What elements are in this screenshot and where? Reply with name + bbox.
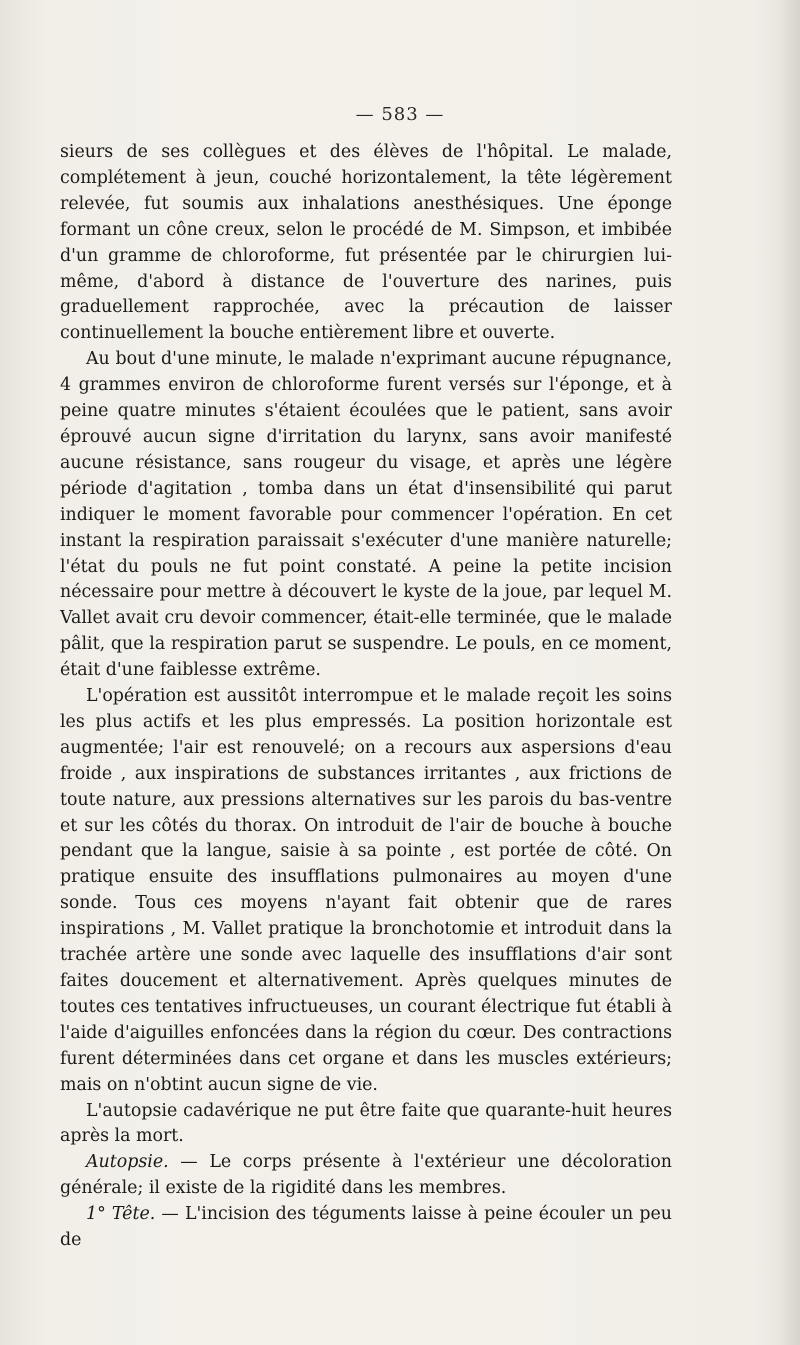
paragraph-text: L'opération est aussitôt interrompue et le malade reçoit les soins les plus actifs et les plus empressés. La position horizontale est augmentée; l'air est renouvelé; on a recours aux aspersions d'eau froide , aux inspirations de substances irritantes , aux frictions de toute nature, aux pressions alternatives sur les parois du bas-ventre et sur les côtés du thorax. On introduit de l'air de bouche à bouche pendant que la langue, saisie à sa pointe , est portée de côté. On pratique ensuite des insufflations pulmonaires au moyen d'une sonde. Tous ces moyens n'ayant fait obtenir que de rares inspirations , M. Vallet pratique la bronchotomie et introduit dans la trachée artère une sonde avec laquelle des insufflations d'air sont faites doucement et alternativement. Après quelques minutes de toutes ces tentatives infructueuses, un courant électrique fut établi à l'aide d'aiguilles enfoncées dans la région du cœur. Des contractions furent déterminées dans cet organe et dans les muscles extérieurs; mais on n'obtint aucun signe de vie. (60, 686, 672, 1095)
body-text (60, 140, 672, 1254)
page-number: — 583 — (355, 104, 445, 125)
paragraph-text: L'autopsie cadavérique ne put être faite que quarante-huit heures après la mort. (60, 1100, 672, 1147)
paragraph-text: — Le corps présente à l'extérieur une décoloration générale; il existe de la rigidité dans les membres. (60, 1152, 672, 1199)
paragraph-head (60, 1202, 672, 1254)
section-lead-tete: 1° Tête. (86, 1204, 156, 1225)
paragraph-chloroform (60, 347, 672, 684)
paragraph-resuscitation (60, 684, 672, 1099)
paragraph-autopsy (60, 1150, 672, 1202)
paragraph-continuation (60, 140, 672, 347)
paragraph-text: sieurs de ses collègues et des élèves de l'hôpital. Le malade, complétement à jeun, couché horizontalement, la tête légèrement relevée, fut soumis aux inhalations anesthésiques. Une éponge formant un cône creux, selon le procédé de M. Simpson, et imbibée d'un gramme de chloroforme, fut présentée par le chirurgien lui-même, d'abord à distance de l'ouverture des narines, puis graduellement rapprochée, avec la précaution de laisser continuellement la bouche entièrement libre et ouverte. (60, 142, 672, 344)
paragraph-text: Au bout d'une minute, le malade n'exprimant aucune répugnance, 4 grammes environ de chloroforme furent versés sur l'éponge, et à peine quatre minutes s'étaient écoulées que le patient, sans avoir éprouvé aucun signe d'irritation du larynx, sans avoir manifesté aucune résistance, sans rougeur du visage, et après une légère période d'agitation , tomba dans un état d'insensibilité qui parut indiquer le moment favorable pour commencer l'opération. En cet instant la respiration paraissait s'exécuter d'une manière naturelle; l'état du pouls ne fut point constaté. A peine la petite incision nécessaire pour mettre à découvert le kyste de la joue, par lequel M. Vallet avait cru devoir commencer, était-elle terminée, que le malade pâlit, que la respiration parut se suspendre. Le pouls, en ce moment, était d'une faiblesse extrême. (60, 349, 672, 681)
section-lead-autopsie: Autopsie. (86, 1152, 169, 1173)
paragraph-autopsy-timing (60, 1099, 672, 1151)
paragraph-text: — L'incision des téguments laisse à peine écouler un peu de (60, 1204, 672, 1251)
page-edge-shadow (778, 0, 800, 1345)
